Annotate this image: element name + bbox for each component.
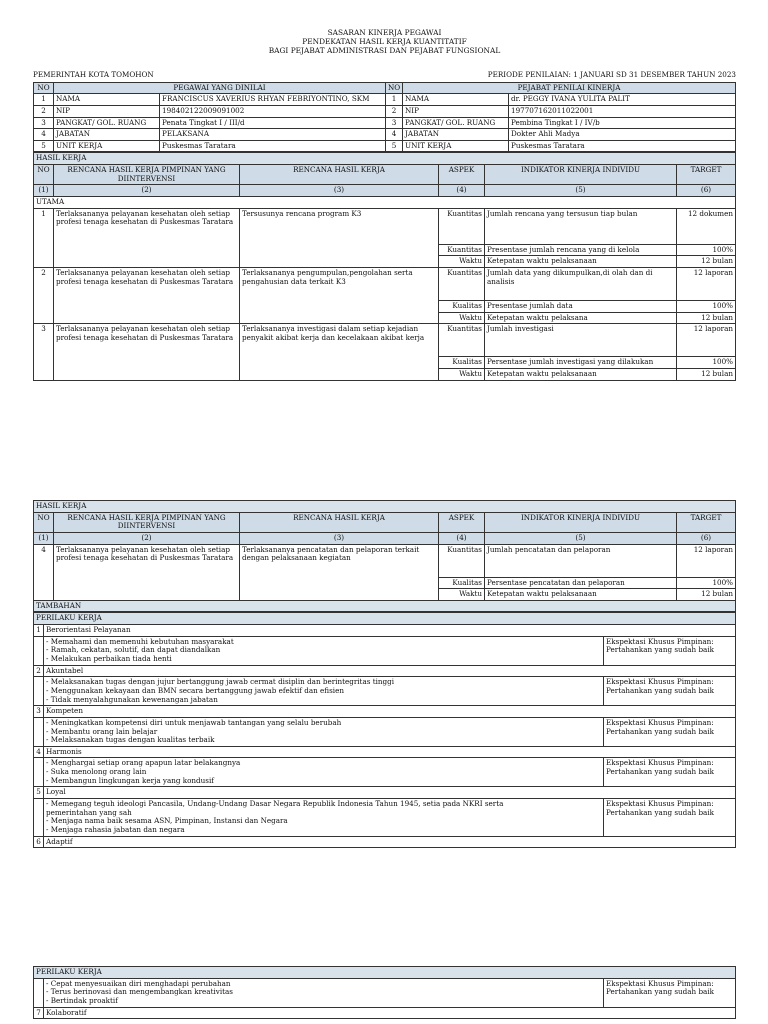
utama-label: UTAMA (34, 197, 736, 209)
hasil-row: Kualitas Persentase jumlah investigasi yang dilakukan 100% (34, 357, 736, 369)
pegawai-header: PEGAWAI YANG DINILAI (54, 82, 386, 94)
identity-row: 5 UNIT KERJA Puskesmas Taratara 5 UNIT KERJA Puskesmas Taratara (34, 140, 736, 152)
col-rencana: RENCANA HASIL KERJA (240, 165, 439, 185)
identity-row: 4 JABATAN PELAKSANA 4 JABATAN Dokter Ahli Madya (34, 129, 736, 141)
hasil-row: Waktu Ketepatan waktu pelaksanaan 12 bulan (34, 256, 736, 268)
identity-row: 3 PANGKAT/ GOL. RUANG Penata Tingkat I / III/d 3 PANGKAT/ GOL. RUANG Pembina Tingkat I / IV/b (34, 117, 736, 129)
hasil-row: Waktu Ketepatan waktu pelaksanaan 12 bulan (34, 368, 736, 380)
perilaku-section-label: PERILAKU KERJA (34, 967, 736, 979)
hasil-row: Kualitas Persentase pencatatan dan pelaporan 100% (34, 577, 736, 589)
perilaku-title-row: 5 Loyal (34, 787, 736, 799)
hasil-kerja-table-2: HASIL KERJA NO RENCANA HASIL KERJA PIMPINAN YANG DIINTERVENSI RENCANA HASIL KERJA ASPEK INDIKATOR KINERJA INDIVIDU TARGET (1) (2) (3) (4) (5) (6) 4 Terlaksananya pelayanan kesehatan oleh setiap profesi tenaga kesehatan di Puskesmas Taratara Terlaksananya pencatatan dan pelaporan terkait dengan pelaksanaan kegiatan Kuantitas Jumlah pencatatan dan pelaporan 12 laporan Kualitas Persentase pencatatan dan pelaporan 100% Waktu Ketepatan waktu pelaksanaan 12 bulan TAMBAHAN (33, 500, 736, 612)
hasil-kerja-table: HASIL KERJA NO RENCANA HASIL KERJA PIMPINAN YANG DIINTERVENSI RENCANA HASIL KERJA ASPEK INDIKATOR KINERJA INDIVIDU TARGET (1) (2) (3) (4) (5) (6) UTAMA 1 Terlaksananya pelayanan kesehatan oleh setiap profesi tenaga kesehatan di Puskesmas Taratara Tersusunya rencana program K3 Kuantitas Jumlah rencana yang tersusun tiap bulan 12 dokumen Kuantitas Presentase jumlah rencana yang di kelola 100% Waktu Ketepatan waktu pelaksanaan 12 bulan 2 Terlaksananya pelayanan kesehatan oleh setiap profesi tenaga kesehatan di Puskesmas Taratara Terlaksananya pengumpulan,pengolahan serta pengahusian data terkait K3 Kuantitas Jumlah data yang dikumpulkan,di olah dan di analisis 12 laporan Kualitas Presentase jumlah data 100% Waktu Ketepatan waktu pelaksana 12 bulan 3 Terlaksananya pelayanan kesehatan oleh setiap profesi tenaga kesehatan di Puskesmas Taratara Terlaksananya investigasi dalam setiap kejadian penyakit akibat kerja dan kecelakaan akibat kerja Kuantitas Jumlah investigasi 12 laporan Kualitas Persentase jumlah investigasi yang dilakukan 100% Waktu Ketepatan waktu pelaksanaan 12 bulan (33, 152, 736, 380)
page-2 (33, 500, 736, 848)
hasil-row: 1 Terlaksananya pelayanan kesehatan oleh setiap profesi tenaga kesehatan di Puskesmas Taratara Tersusunya rencana program K3 Kuantitas Jumlah rencana yang tersusun tiap bulan 12 dokumen (34, 208, 736, 244)
page-1 (33, 28, 736, 381)
identity-row: 1 NAMA FRANCISCUS XAVERIUS RHYAN FEBRIYONTINO, SKM 1 NAMA dr. PEGGY IVANA YULITA PALIT (34, 94, 736, 106)
perilaku-points-row: - Melaksanakan tugas dengan jujur bertanggung jawab cermat disiplin dan berintegritas tinggi - Menggunakan kekayaan dan BMN secara bertanggung jawab efektif dan efisien - Tidak menyalahgunakan kewenangan jabatan Ekspektasi Khusus Pimpinan: Pertahankan yang sudah baik (34, 677, 736, 706)
perilaku-title-row: 7 Kolaboratif (34, 1007, 736, 1019)
meta-row (33, 71, 736, 80)
hasil-row: Waktu Ketepatan waktu pelaksanaan 12 bulan (34, 589, 736, 601)
perilaku-table (33, 612, 736, 848)
perilaku-points-row: - Cepat menyesuaikan diri menghadapi perubahan - Terus berinovasi dan mengembangkan kreativitas - Bertindak proaktif Ekspektasi Khusus Pimpinan: Pertahankan yang sudah baik (34, 978, 736, 1007)
tambahan-label: TAMBAHAN (34, 600, 736, 612)
col-pimpinan: RENCANA HASIL KERJA PIMPINAN YANG DIINTERVENSI (54, 165, 240, 185)
identity-row: 2 NIP 198402122009091002 2 NIP 197707162011022001 (34, 105, 736, 117)
perilaku-title-row: 3 Kompeten (34, 706, 736, 718)
perilaku-points-row: - Memahami dan memenuhi kebutuhan masyarakat - Ramah, cekatan, solutif, dan dapat diandalkan - Melakukan perbaikan tiada henti Ekspektasi Khusus Pimpinan: Pertahankan yang sudah baik (34, 636, 736, 665)
doc-title-2: PENDEKATAN HASIL KERJA KUANTITATIF (302, 37, 467, 46)
hasil-section-label: HASIL KERJA (34, 501, 736, 513)
perilaku-table-2 (33, 966, 736, 1019)
doc-title-1: SASARAN KINERJA PEGAWAI (327, 28, 442, 37)
id-no-header-2: NO (386, 82, 403, 94)
hasil-row: 4 Terlaksananya pelayanan kesehatan oleh setiap profesi tenaga kesehatan di Puskesmas Taratara Terlaksananya pencatatan dan pelaporan terkait dengan pelaksanaan kegiatan Kuantitas Jumlah pencatatan dan pelaporan 12 laporan (34, 544, 736, 577)
id-no-header: NO (34, 82, 54, 94)
col-indikator: INDIKATOR KINERJA INDIVIDU (485, 165, 677, 185)
identity-table (33, 82, 736, 153)
perilaku-title-row: 4 Harmonis (34, 746, 736, 758)
perilaku-title-row: 2 Akuntabel (34, 665, 736, 677)
col-aspek: ASPEK (439, 165, 485, 185)
hasil-row: Kualitas Presentase jumlah data 100% (34, 300, 736, 312)
pejabat-header: PEJABAT PENILAI KINERJA (403, 82, 736, 94)
hasil-row: Kuantitas Presentase jumlah rencana yang di kelola 100% (34, 244, 736, 256)
col-no: NO (34, 165, 54, 185)
perilaku-title-row: 1 Berorientasi Pelayanan (34, 625, 736, 637)
instansi-label: PEMERINTAH KOTA TOMOHON (33, 70, 154, 79)
doc-title-3: BAGI PEJABAT ADMINISTRASI DAN PEJABAT FUNGSIONAL (268, 46, 501, 55)
hasil-section-label: HASIL KERJA (34, 153, 736, 165)
perilaku-points-row: - Meningkatkan kompetensi diri untuk menjawab tantangan yang selalu berubah - Membantu orang lain belajar - Melaksanakan tugas dengan kualitas terbaik Ekspektasi Khusus Pimpinan: Pertahankan yang sudah baik (34, 717, 736, 746)
perilaku-points-row: - Memegang teguh ideologi Pancasila, Undang-Undang Dasar Negara Republik Indonesia Tahun 1945, setia pada NKRI serta pemerintahan yang sah - Menjaga nama baik sesama ASN, Pimpinan, Instansi dan Negara - Menjaga rahasia jabatan dan negara Ekspektasi Khusus Pimpinan: Pertahankan yang sudah baik (34, 799, 736, 837)
perilaku-section-label: PERILAKU KERJA (34, 613, 736, 625)
col-target: TARGET (677, 165, 736, 185)
page-3 (33, 966, 736, 1019)
hasil-row: 2 Terlaksananya pelayanan kesehatan oleh setiap profesi tenaga kesehatan di Puskesmas Taratara Terlaksananya pengumpulan,pengolahan serta pengahusian data terkait K3 Kuantitas Jumlah data yang dikumpulkan,di olah dan di analisis 12 laporan (34, 267, 736, 300)
hasil-row: Waktu Ketepatan waktu pelaksana 12 bulan (34, 312, 736, 324)
periode-label: PERIODE PENILAIAN: 1 JANUARI SD 31 DESEMBER TAHUN 2023 (487, 70, 736, 79)
hasil-row: 3 Terlaksananya pelayanan kesehatan oleh setiap profesi tenaga kesehatan di Puskesmas Taratara Terlaksananya investigasi dalam setiap kejadian penyakit akibat kerja dan kecelakaan akibat kerja Kuantitas Jumlah investigasi 12 laporan (34, 324, 736, 357)
perilaku-title-row: 6 Adaptif (34, 836, 736, 848)
perilaku-points-row: - Menghargai setiap orang apapun latar belakangnya - Suka menolong orang lain - Membangun lingkungan kerja yang kondusif Ekspektasi Khusus Pimpinan: Pertahankan yang sudah baik (34, 758, 736, 787)
